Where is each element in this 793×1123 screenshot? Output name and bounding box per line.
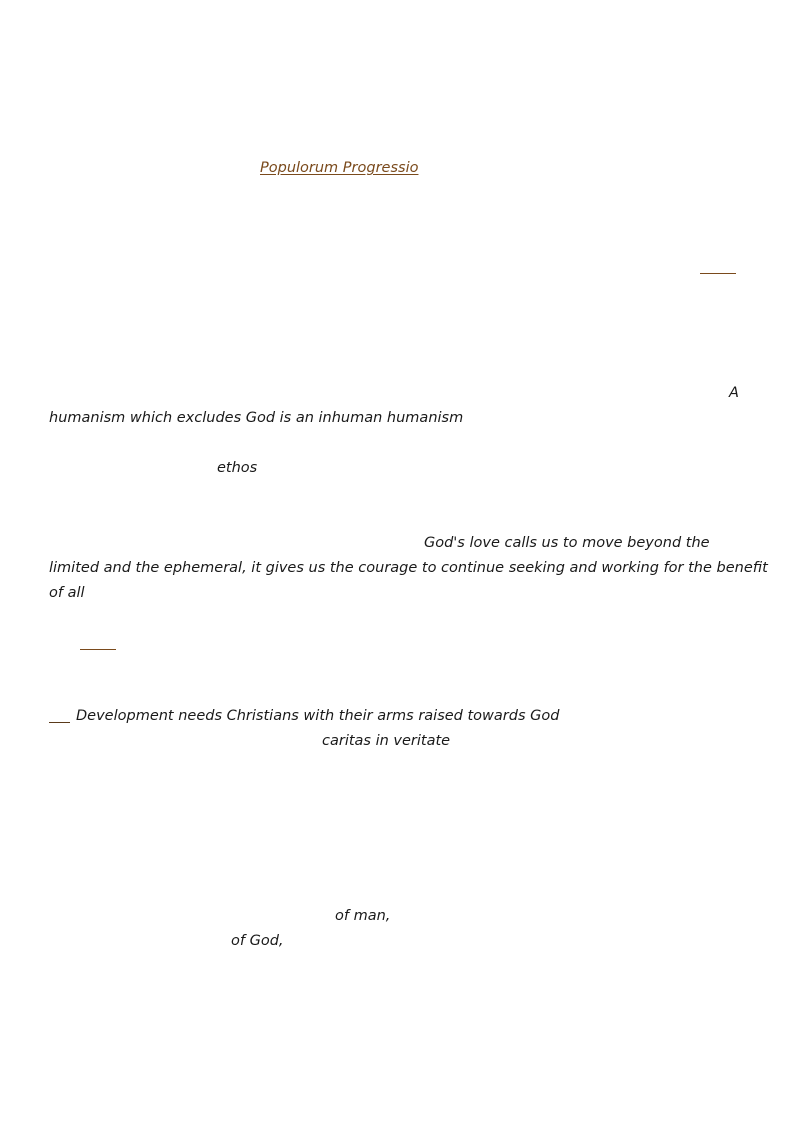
ethos-term: ethos [217,460,258,476]
gods-love-quote-line-3: of all [49,585,85,601]
footnote-reference-mark-1[interactable] [700,273,736,274]
of-god-phrase: of God, [231,933,284,949]
gods-love-quote-line-2: limited and the ephemeral, it gives us the courage to continue seeking and working for the benefit [49,560,768,576]
humanism-quote: humanism which excludes God is an inhuman humanism [49,410,464,426]
footnote-reference-mark-2[interactable] [80,649,116,650]
of-man-phrase: of man, [335,908,391,924]
caritas-in-veritate-term: caritas in veritate [322,733,451,749]
footnote-reference-mark-3[interactable] [49,722,70,723]
development-quote: Development needs Christians with their arms raised towards God [76,708,560,724]
humanism-quote-start: A [729,385,739,401]
populorum-progressio-link[interactable]: Populorum Progressio [260,160,419,176]
gods-love-quote-line-1: God's love calls us to move beyond the [424,535,710,551]
